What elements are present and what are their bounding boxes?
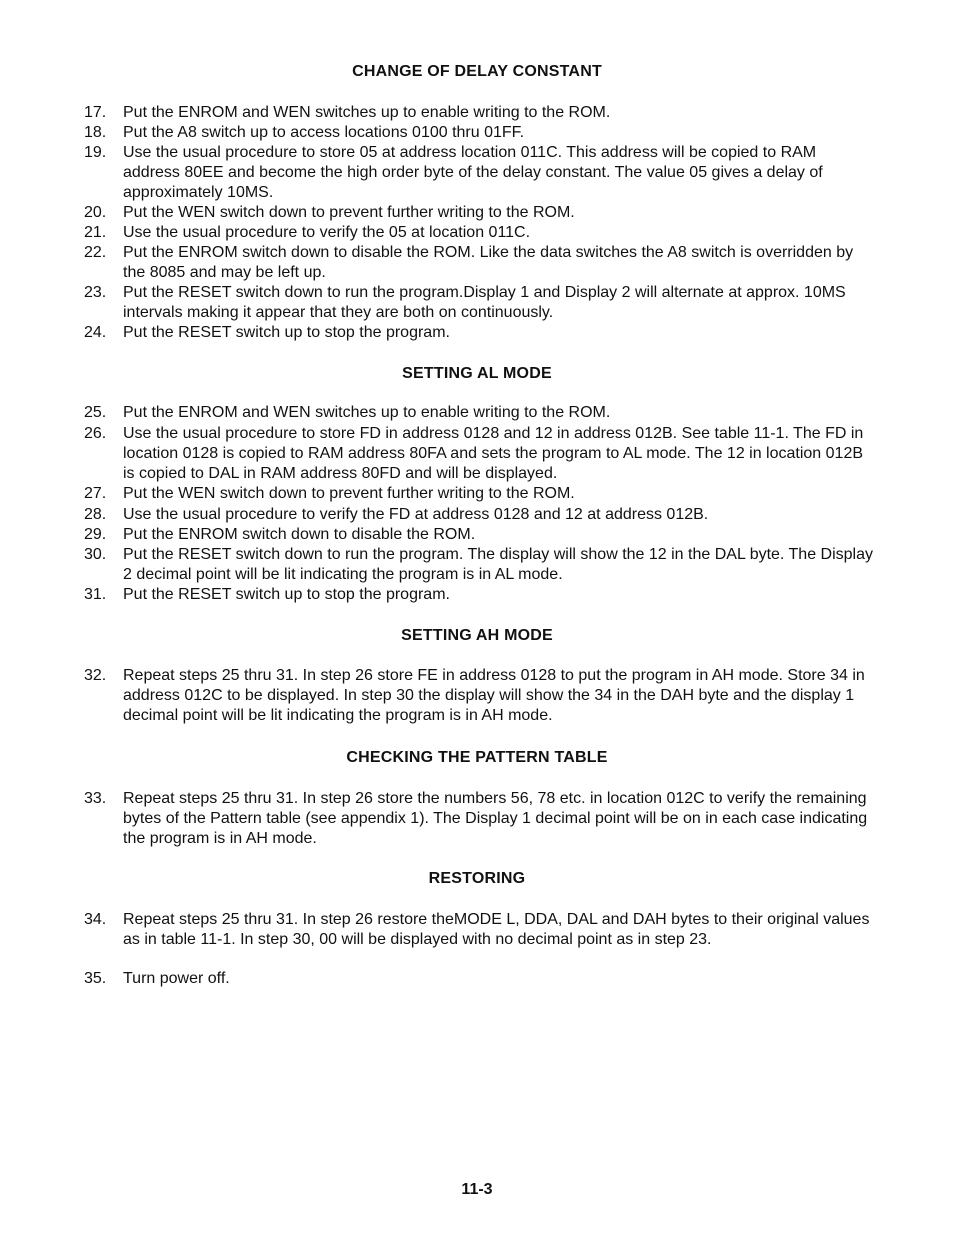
step-number: 30. bbox=[84, 546, 107, 563]
step-27 bbox=[84, 484, 884, 504]
step-30 bbox=[84, 545, 884, 585]
step-text: Turn power off. bbox=[123, 970, 230, 987]
step-24 bbox=[84, 323, 884, 343]
step-number: 21. bbox=[84, 224, 107, 241]
step-number: 24. bbox=[84, 324, 107, 341]
step-number: 17. bbox=[84, 104, 107, 121]
step-number: 35. bbox=[84, 970, 107, 987]
page-number: 11-3 bbox=[461, 1181, 493, 1198]
step-32 bbox=[84, 666, 884, 726]
step-text: Use the usual procedure to verify the FD at address 0128 and 12 at address 012B. bbox=[123, 506, 709, 523]
step-29 bbox=[84, 525, 884, 545]
step-text: Put the A8 switch up to access locations 0100 thru 01FF. bbox=[123, 124, 525, 141]
step-number: 29. bbox=[84, 526, 107, 543]
step-number: 26. bbox=[84, 425, 107, 442]
section-heading-pattern-table: CHECKING THE PATTERN TABLE bbox=[346, 749, 608, 766]
step-number: 25. bbox=[84, 404, 107, 421]
step-text: Repeat steps 25 thru 31. In step 26 restore theMODE L, DDA, DAL and DAH bytes to their original values as in table 11-1. In step 30, 00 will be displayed with no decimal point as in step 23. bbox=[123, 911, 870, 948]
step-28 bbox=[84, 505, 884, 525]
step-number: 34. bbox=[84, 911, 107, 928]
step-18 bbox=[84, 123, 884, 143]
step-text: Repeat steps 25 thru 31. In step 26 store FE in address 0128 to put the program in AH mode. Store 34 in address 012C to be displayed. In step 30 the display will show the 34 in the DAH byte and the display 1 decimal point will be lit indicating the program is in AH mode. bbox=[123, 667, 865, 724]
step-number: 22. bbox=[84, 244, 107, 261]
step-text: Put the ENROM and WEN switches up to enable writing to the ROM. bbox=[123, 104, 611, 121]
step-19 bbox=[84, 143, 884, 203]
step-text: Use the usual procedure to store 05 at address location 011C. This address will be copied to RAM address 80EE and become the high order byte of the delay constant. The value 05 gives a delay of approximately 10MS. bbox=[123, 144, 823, 201]
section-heading-ah-mode: SETTING AH MODE bbox=[401, 627, 553, 644]
section-heading-restoring: RESTORING bbox=[428, 870, 526, 887]
step-number: 20. bbox=[84, 204, 107, 221]
step-number: 28. bbox=[84, 506, 107, 523]
step-number: 23. bbox=[84, 284, 107, 301]
step-text: Use the usual procedure to verify the 05 at location 011C. bbox=[123, 224, 531, 241]
step-33 bbox=[84, 789, 884, 849]
step-21 bbox=[84, 223, 884, 243]
step-text: Put the RESET switch down to run the program.Display 1 and Display 2 will alternate at approx. 10MS intervals making it appear that they are both on continuously. bbox=[123, 284, 846, 321]
step-number: 18. bbox=[84, 124, 107, 141]
step-26 bbox=[84, 424, 884, 484]
section-heading-al-mode: SETTING AL MODE bbox=[402, 365, 552, 382]
section-heading-delay-constant: CHANGE OF DELAY CONSTANT bbox=[352, 63, 602, 80]
step-20 bbox=[84, 203, 884, 223]
step-text: Put the RESET switch up to stop the program. bbox=[123, 324, 450, 341]
step-text: Put the ENROM switch down to disable the ROM. bbox=[123, 526, 476, 543]
step-number: 27. bbox=[84, 485, 107, 502]
step-number: 33. bbox=[84, 790, 107, 807]
step-35 bbox=[84, 969, 884, 989]
step-number: 31. bbox=[84, 586, 107, 603]
step-34 bbox=[84, 910, 884, 950]
step-31 bbox=[84, 585, 884, 605]
step-text: Repeat steps 25 thru 31. In step 26 store the numbers 56, 78 etc. in location 012C to verify the remaining bytes of the Pattern table (see appendix 1). The Display 1 decimal point will be on in each case indicating the program is in AH mode. bbox=[123, 790, 868, 847]
step-number: 32. bbox=[84, 667, 107, 684]
step-text: Put the WEN switch down to prevent further writing to the ROM. bbox=[123, 204, 575, 221]
step-22 bbox=[84, 243, 884, 283]
step-17 bbox=[84, 103, 884, 123]
step-text: Use the usual procedure to store FD in address 0128 and 12 in address 012B. See table 11-1. The FD in location 0128 is copied to RAM address 80FA and sets the program to AL mode. The 12 in location 012B is copied to DAL in RAM address 80FD and will be displayed. bbox=[123, 425, 864, 482]
step-text: Put the ENROM switch down to disable the ROM. Like the data switches the A8 switch is overridden by the 8085 and may be left up. bbox=[123, 244, 854, 281]
step-text: Put the ENROM and WEN switches up to enable writing to the ROM. bbox=[123, 404, 611, 421]
step-number: 19. bbox=[84, 144, 107, 161]
step-text: Put the RESET switch up to stop the program. bbox=[123, 586, 450, 603]
step-23 bbox=[84, 283, 884, 323]
step-text: Put the WEN switch down to prevent further writing to the ROM. bbox=[123, 485, 575, 502]
step-25 bbox=[84, 403, 884, 423]
step-text: Put the RESET switch down to run the program. The display will show the 12 in the DAL byte. The Display 2 decimal point will be lit indicating the program is in AL mode. bbox=[123, 546, 874, 583]
